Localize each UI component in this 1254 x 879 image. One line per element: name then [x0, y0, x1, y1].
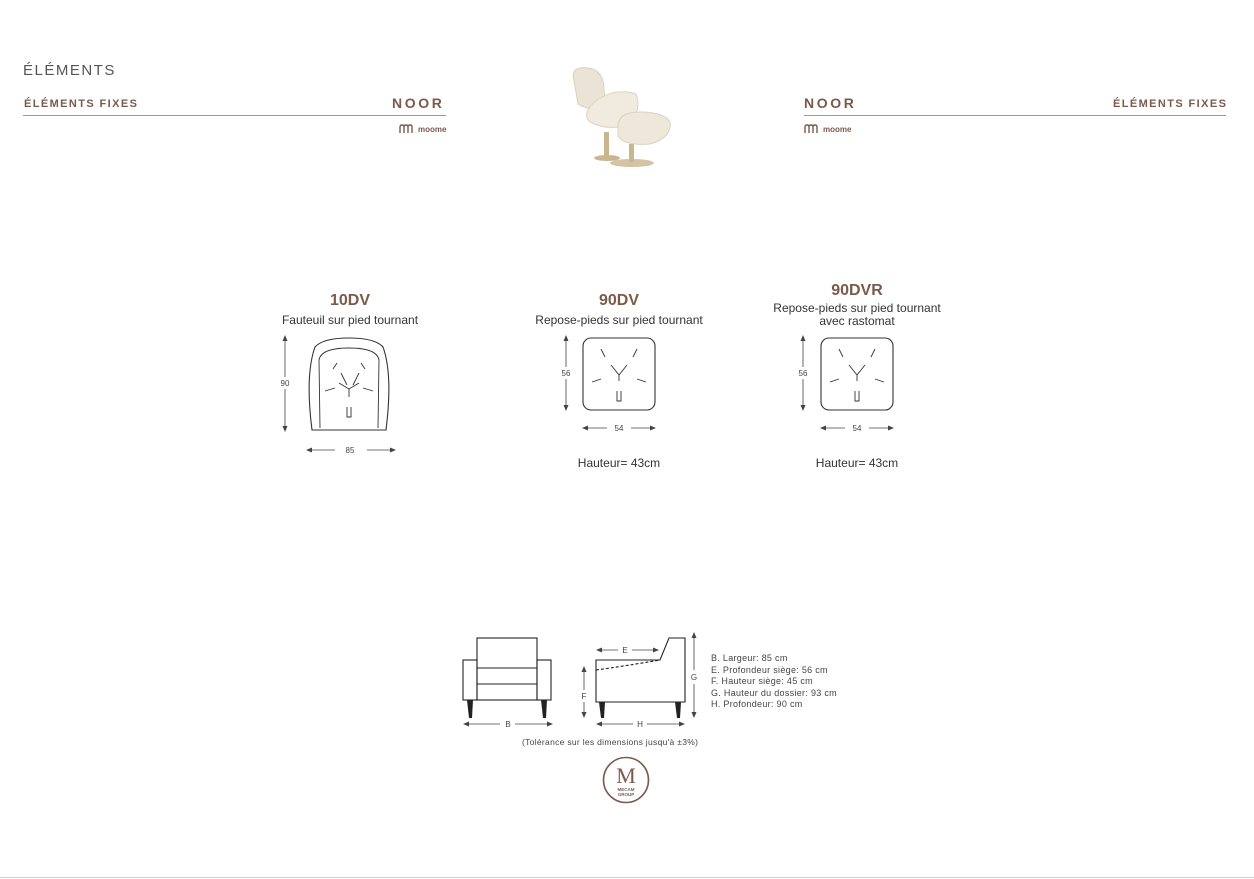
dim-height-label: 56	[561, 369, 571, 378]
armchair-plan-diagram	[275, 335, 405, 460]
logo-text-line1: MECAM	[617, 787, 635, 792]
brand-name: moome	[823, 124, 852, 134]
logo-letter: M	[616, 763, 636, 788]
right-header-rule	[804, 115, 1226, 116]
dim-h-label: H	[637, 720, 643, 729]
dim-width-label: 54	[614, 424, 624, 433]
footrest-rastomat-plan-diagram	[794, 335, 909, 440]
element-code-10dv: 10DV	[329, 292, 371, 309]
dimensions-legend	[711, 653, 837, 711]
dim-height-label: 56	[798, 369, 808, 378]
legend-item-e: E. Profondeur siège: 56 cm	[711, 664, 828, 675]
dim-e-label: E	[622, 646, 628, 655]
left-brand-logo	[399, 124, 446, 134]
right-model-name: NOOR	[804, 95, 857, 111]
element-description: Fauteuil sur pied tournant	[281, 313, 419, 327]
height-note: Hauteur= 43cm	[577, 456, 661, 470]
legend-item-f: F. Hauteur siège: 45 cm	[711, 676, 813, 686]
legend-item-g: G. Hauteur du dossier: 93 cm	[711, 687, 837, 698]
moome-logo-icon	[399, 124, 416, 134]
element-code-90dvr: 90DVR	[831, 282, 883, 299]
dim-b-label: B	[505, 720, 511, 729]
element-code-90dv: 90DV	[598, 292, 640, 309]
legend-item-h: H. Profondeur: 90 cm	[711, 699, 803, 709]
section-title: ÉLÉMENTS	[23, 62, 116, 79]
left-model-name: NOOR	[392, 95, 445, 111]
page-bottom-rule	[0, 877, 1254, 878]
dim-width-label: 54	[852, 424, 862, 433]
right-brand-logo	[804, 124, 851, 134]
mecam-group-logo	[602, 756, 650, 804]
brand-name: moome	[418, 124, 447, 134]
legend-item-b: B. Largeur: 85 cm	[711, 653, 788, 663]
dim-height-label: 90	[280, 379, 290, 388]
footrest-plan-diagram	[555, 335, 670, 440]
dim-g-label: G	[690, 673, 698, 682]
tolerance-note: (Tolérance sur les dimensions jusqu'à ±3%)	[522, 737, 699, 747]
dim-f-label: F	[581, 692, 587, 701]
element-description-line2: avec rastomat	[819, 314, 895, 328]
element-description-line1: Repose-pieds sur pied tournant	[773, 301, 941, 315]
dim-width-label: 85	[345, 446, 355, 455]
left-header-rule	[23, 115, 446, 116]
left-category: ÉLÉMENTS FIXES	[24, 98, 139, 110]
element-description: Repose-pieds sur pied tournant	[535, 313, 703, 327]
product-photo	[560, 60, 692, 172]
right-category: ÉLÉMENTS FIXES	[1113, 98, 1228, 110]
logo-text-line2: GROUP	[617, 792, 635, 797]
height-note: Hauteur= 43cm	[815, 456, 899, 470]
armchair-dimensions-diagram	[455, 630, 705, 735]
moome-logo-icon	[804, 124, 821, 134]
